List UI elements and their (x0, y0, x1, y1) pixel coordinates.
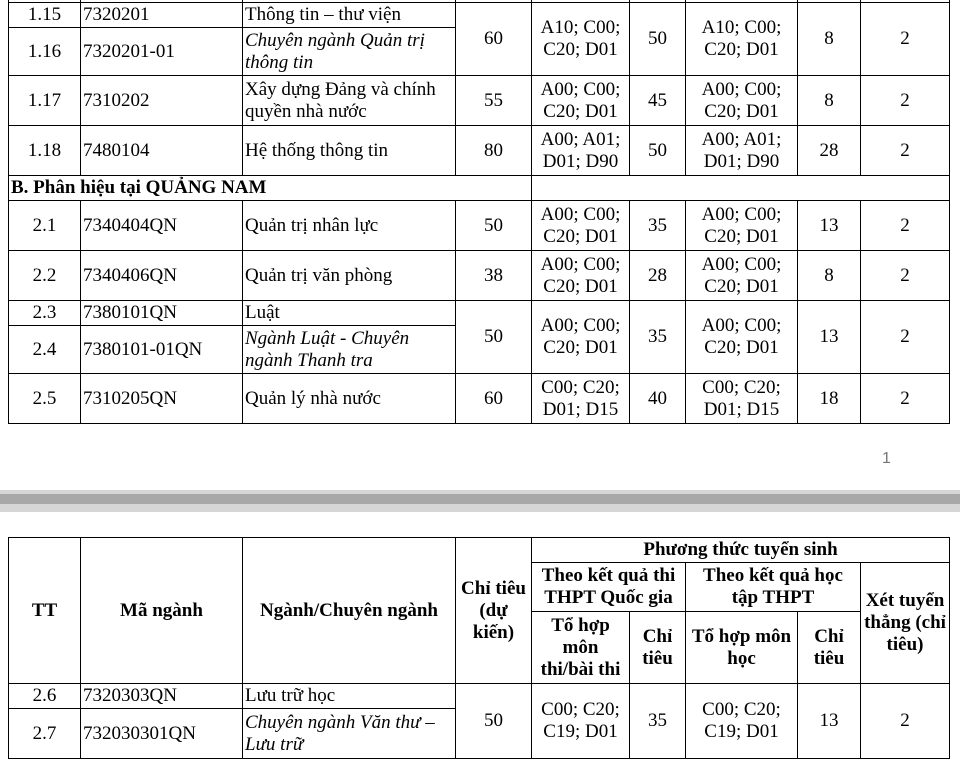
admission-table-page-2 (8, 537, 950, 759)
row-record-quota: 28 (798, 126, 861, 176)
row-exam-combo: C00; C20; D01; D15 (532, 374, 630, 424)
header-record-quota: Chỉ tiêu (798, 612, 861, 684)
header-code: Mã ngành (81, 538, 243, 684)
row-exam-quota: 35 (630, 201, 686, 251)
row-major: Lưu trữ học (243, 684, 456, 709)
row-subject-combo: A00; C00; C20; D01 (686, 76, 798, 126)
row-code: 7320201 (81, 3, 243, 28)
section-title: B. Phân hiệu tại QUẢNG NAM (9, 176, 532, 201)
row-record-quota: 13 (798, 684, 861, 759)
row-exam-combo: A10; C00; C20; D01 (532, 3, 630, 76)
row-exam-quota: 40 (630, 374, 686, 424)
row-major: Quản trị nhân lực (243, 201, 456, 251)
row-subject-combo: A00; C00; C20; D01 (686, 301, 798, 374)
row-record-quota: 8 (798, 251, 861, 301)
row-tt: 2.7 (9, 709, 81, 759)
page-break-divider (0, 490, 960, 512)
row-major: Thông tin – thư viện (243, 3, 456, 28)
row-subject-combo: A00; C00; C20; D01 (686, 251, 798, 301)
row-subject-combo: A00; C00; C20; D01 (686, 201, 798, 251)
row-code: 7310202 (81, 76, 243, 126)
row-code: 7320201-01 (81, 28, 243, 76)
row-exam-quota: 35 (630, 301, 686, 374)
row-direct-quota: 2 (861, 684, 950, 759)
row-record-quota: 8 (798, 3, 861, 76)
row-direct-quota: 2 (861, 76, 950, 126)
table-row (9, 251, 950, 301)
row-record-quota: 8 (798, 76, 861, 126)
row-exam-combo: A00; C00; C20; D01 (532, 76, 630, 126)
header-tt: TT (9, 538, 81, 684)
header-thpt-record: Theo kết quả học tập THPT (686, 563, 861, 612)
header-exam-quota: Chỉ tiêu (630, 612, 686, 684)
header-row (9, 538, 950, 563)
row-tt: 1.16 (9, 28, 81, 76)
row-quota: 55 (456, 76, 532, 126)
row-major: Chuyên ngành Văn thư – Lưu trữ (243, 709, 456, 759)
table-row (9, 301, 950, 326)
row-major: Luật (243, 301, 456, 326)
row-exam-combo: C00; C20; C19; D01 (532, 684, 630, 759)
row-exam-combo: A00; C00; C20; D01 (532, 201, 630, 251)
table-row (9, 374, 950, 424)
row-direct-quota: 2 (861, 3, 950, 76)
header-direct: Xét tuyển thẳng (chỉ tiêu) (861, 563, 950, 684)
row-tt: 2.5 (9, 374, 81, 424)
row-subject-combo: A10; C00; C20; D01 (686, 3, 798, 76)
row-exam-quota: 28 (630, 251, 686, 301)
row-subject-combo: C00; C20; D01; D15 (686, 374, 798, 424)
row-direct-quota: 2 (861, 374, 950, 424)
table-row (9, 684, 950, 709)
row-major: Quản lý nhà nước (243, 374, 456, 424)
row-exam-combo: A00; A01; D01; D90 (532, 126, 630, 176)
row-record-quota: 13 (798, 301, 861, 374)
row-quota: 60 (456, 374, 532, 424)
row-exam-combo: A00; C00; C20; D01 (532, 301, 630, 374)
header-quota: Chỉ tiêu (dự kiến) (456, 538, 532, 684)
row-direct-quota: 2 (861, 126, 950, 176)
row-tt: 2.4 (9, 326, 81, 374)
header-methods: Phương thức tuyển sinh (532, 538, 950, 563)
row-exam-quota: 50 (630, 126, 686, 176)
table-row (9, 201, 950, 251)
row-tt: 1.18 (9, 126, 81, 176)
row-tt: 2.1 (9, 201, 81, 251)
row-quota: 50 (456, 301, 532, 374)
row-major: Quản trị văn phòng (243, 251, 456, 301)
row-quota: 50 (456, 684, 532, 759)
row-code: 7310205QN (81, 374, 243, 424)
row-subject-combo: C00; C20; C19; D01 (686, 684, 798, 759)
section-row (9, 176, 950, 201)
row-direct-quota: 2 (861, 301, 950, 374)
row-code: 7380101-01QN (81, 326, 243, 374)
row-quota: 80 (456, 126, 532, 176)
row-major: Xây dựng Đảng và chính quyền nhà nước (243, 76, 456, 126)
row-tt: 1.17 (9, 76, 81, 126)
row-exam-quota: 45 (630, 76, 686, 126)
row-code: 732030301QN (81, 709, 243, 759)
row-code: 7340406QN (81, 251, 243, 301)
row-tt: 2.2 (9, 251, 81, 301)
row-quota: 60 (456, 3, 532, 76)
row-exam-combo: A00; C00; C20; D01 (532, 251, 630, 301)
row-record-quota: 13 (798, 201, 861, 251)
row-major: Chuyên ngành Quản trị thông tin (243, 28, 456, 76)
table-row (9, 3, 950, 28)
row-code: 7320303QN (81, 684, 243, 709)
row-direct-quota: 2 (861, 251, 950, 301)
row-tt: 2.6 (9, 684, 81, 709)
row-major: Hệ thống thông tin (243, 126, 456, 176)
header-thpt-exam: Theo kết quả thi THPT Quốc gia (532, 563, 686, 612)
admission-table-page-1 (8, 0, 950, 424)
row-major: Ngành Luật - Chuyên ngành Thanh tra (243, 326, 456, 374)
table-row (9, 126, 950, 176)
row-tt: 2.3 (9, 301, 81, 326)
row-code: 7340404QN (81, 201, 243, 251)
row-code: 7380101QN (81, 301, 243, 326)
header-subject-combo: Tổ hợp môn học (686, 612, 798, 684)
row-subject-combo: A00; A01; D01; D90 (686, 126, 798, 176)
row-direct-quota: 2 (861, 201, 950, 251)
row-tt: 1.15 (9, 3, 81, 28)
row-code: 7480104 (81, 126, 243, 176)
page-number: 1 (882, 450, 891, 467)
row-quota: 38 (456, 251, 532, 301)
row-record-quota: 18 (798, 374, 861, 424)
header-exam-combo: Tổ hợp môn thi/bài thi (532, 612, 630, 684)
row-exam-quota: 50 (630, 3, 686, 76)
row-quota: 50 (456, 201, 532, 251)
row-exam-quota: 35 (630, 684, 686, 759)
table-row (9, 76, 950, 126)
header-major: Ngành/Chuyên ngành (243, 538, 456, 684)
